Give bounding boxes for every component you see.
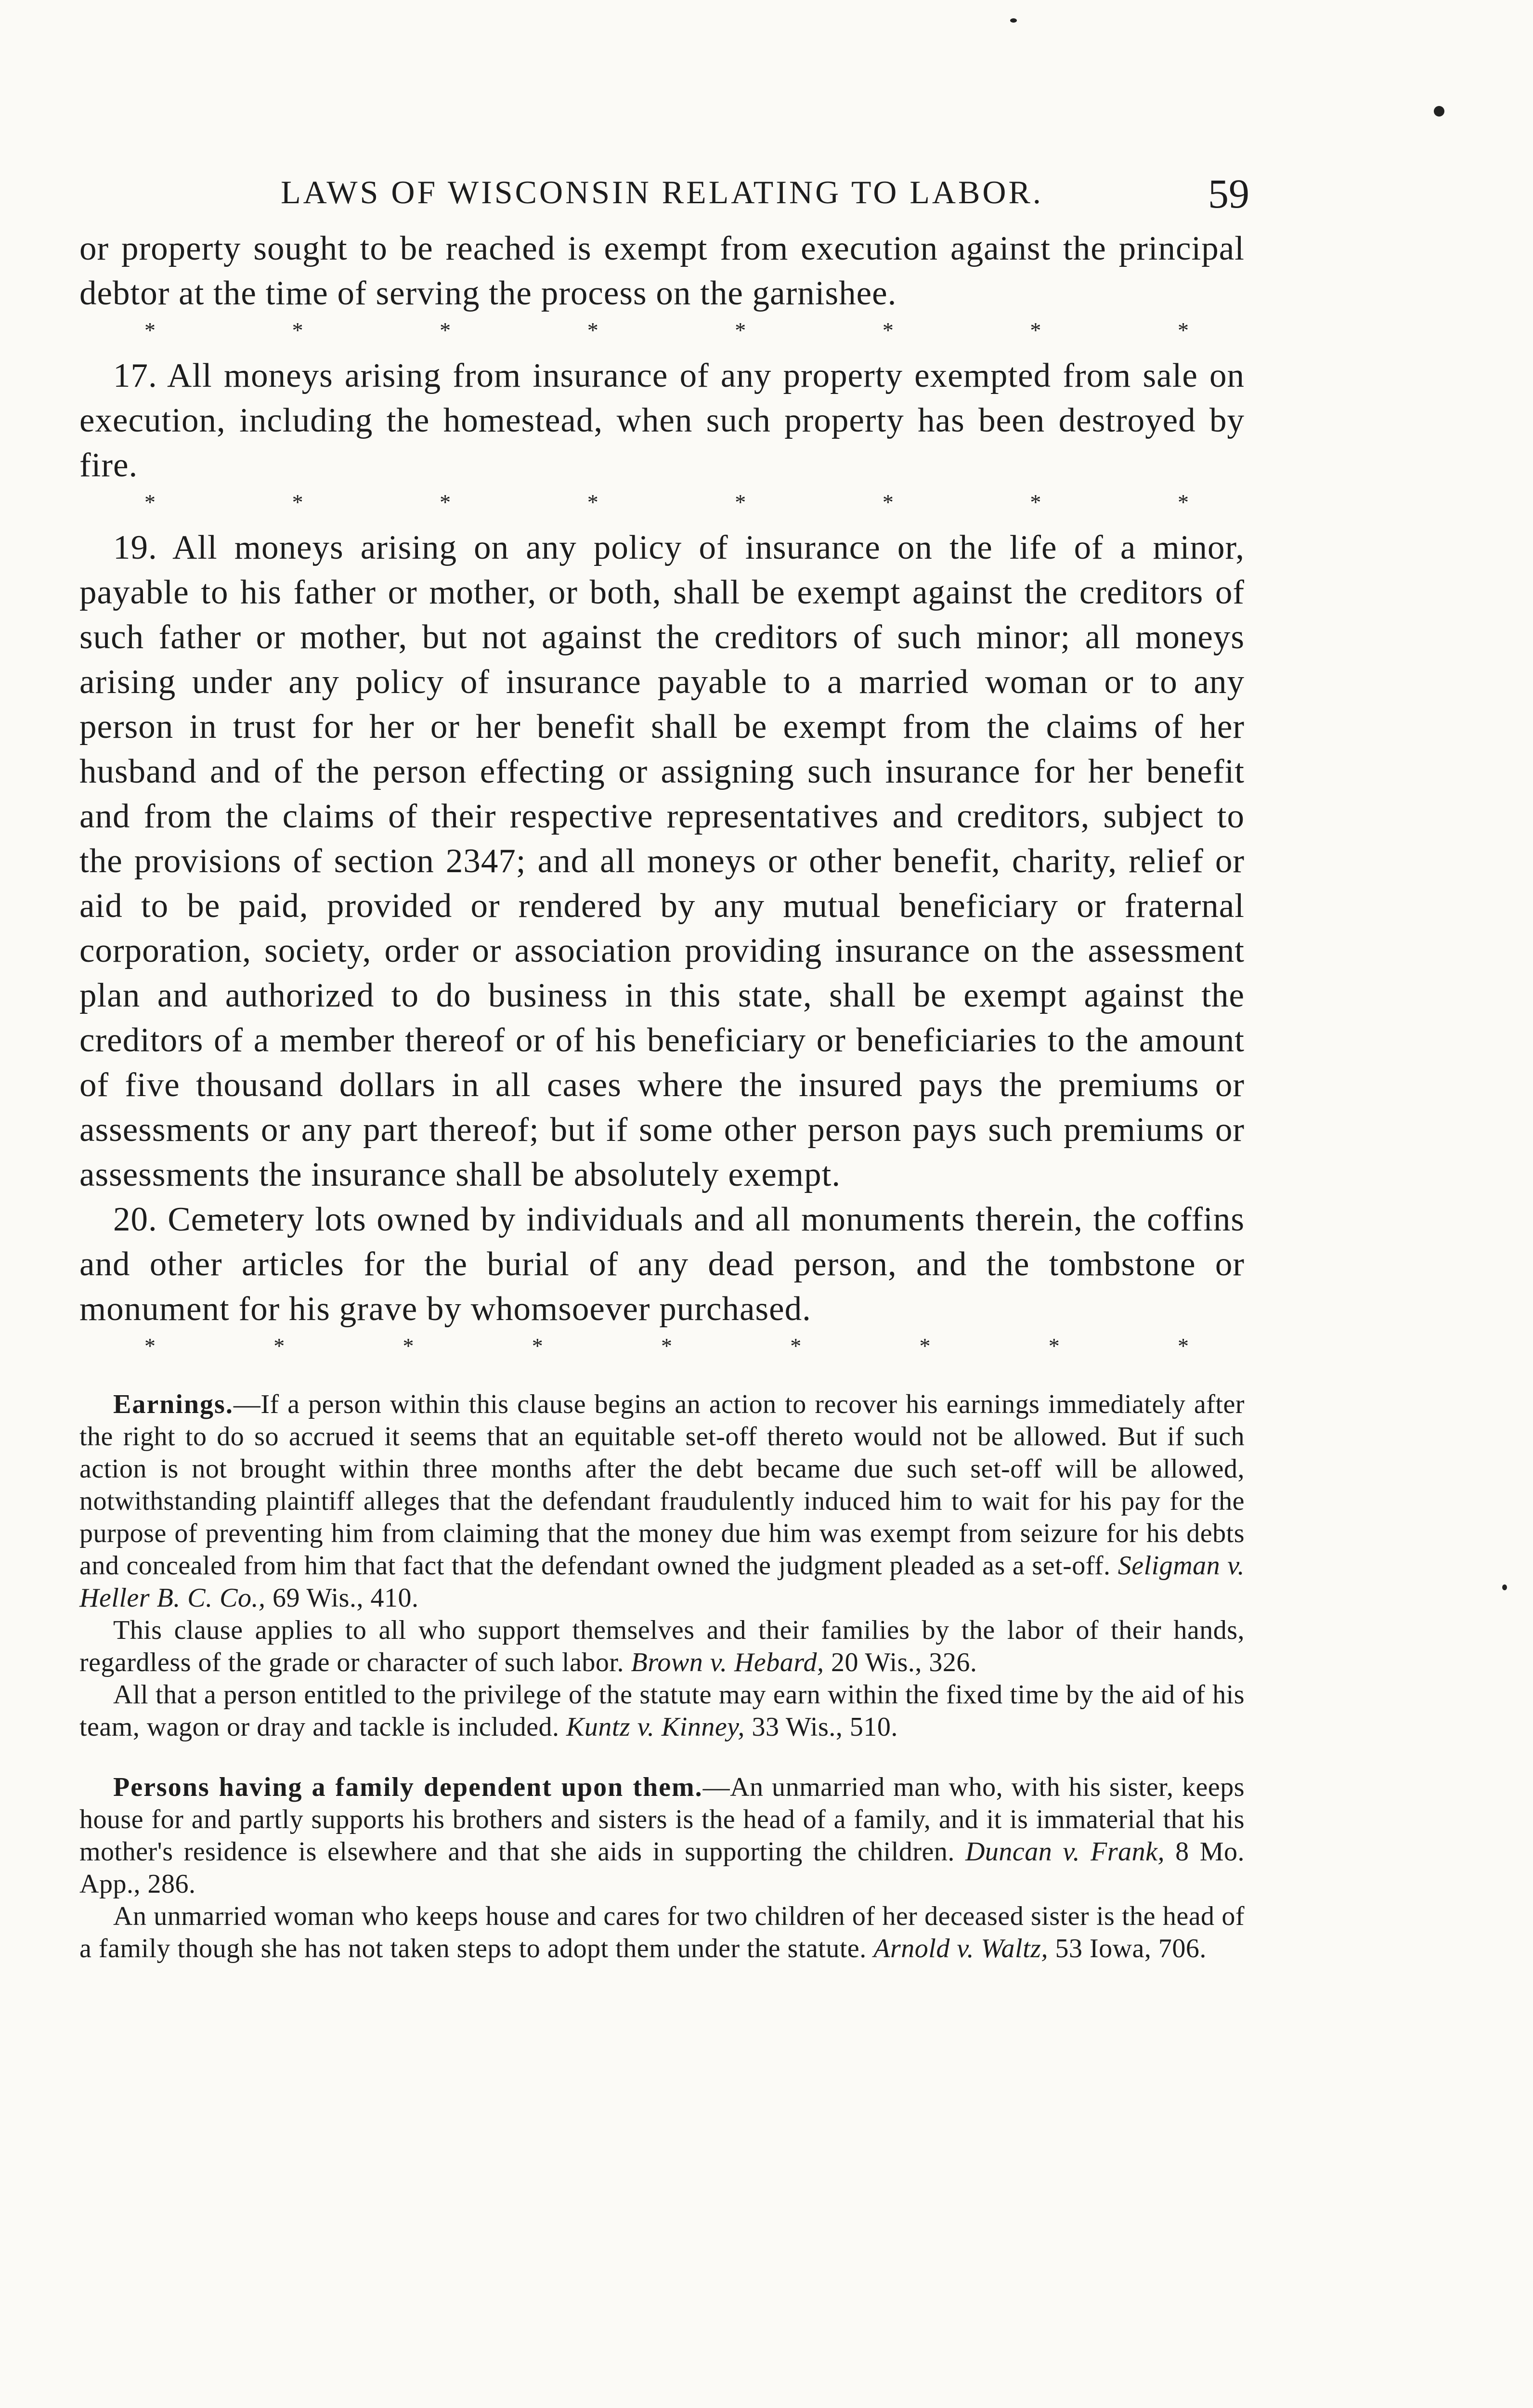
ellipsis-stars: * * * * * * * * *: [144, 1334, 1189, 1358]
ink-speck: [1010, 18, 1017, 23]
ellipsis-stars: * * * * * * * *: [144, 318, 1189, 342]
page-number: 59: [1208, 170, 1249, 217]
ellipsis-stars: * * * * * * * *: [144, 490, 1189, 514]
spacer: [79, 1743, 1245, 1771]
running-title: LAWS OF WISCONSIN RELATING TO LABOR.: [281, 174, 1043, 210]
ink-speck: [1434, 106, 1444, 117]
ink-speck: [1502, 1584, 1507, 1590]
case-name: Arnold v. Waltz,: [873, 1934, 1048, 1963]
note-family: Persons having a family dependent upon them.—An unmarried man who, with his sister, keeps house for and partly supports his brothers and sisters is the head of a family, and it is immaterial that his mother's residence is elsewhere and that she aids in supporting the children. Duncan v. Frank, 8 Mo. App., 286.: [79, 1772, 1245, 1899]
case-name: Duncan v. Frank,: [965, 1837, 1165, 1867]
paragraph-20: 20. Cemetery lots owned by individuals and all monuments therein, the coffins and other articles for the burial of any dead person, and the tombstone or monument for his grave by whomsoever purchased.: [79, 1201, 1245, 1328]
paragraph-continued: or property sought to be reached is exempt from execution against the principal debtor at the time of serving the process on the garnishee.: [79, 230, 1245, 312]
note-woman: An unmarried woman who keeps house and cares for two children of her deceased sister is the head of a family though she has not taken steps to adopt them under the statute. Arnold v. Waltz, 53 Iowa, 706.: [79, 1901, 1245, 1963]
case-name: Brown v. Hebard,: [631, 1648, 824, 1677]
note-labor: This clause applies to all who support themselves and their families by the labor of their hands, regardless of the grade or character of such labor. Brown v. Hebard, 20 Wis., 326.: [79, 1615, 1245, 1677]
paragraph-19: 19. All moneys arising on any policy of insurance on the life of a minor, payable to his father or mother, or both, shall be exempt against the creditors of such father or mother, but not against the creditors of such minor; all moneys arising under any policy of insurance payable to a married woman or to any person in trust for her or her benefit shall be exempt from the claims of her husband and of the person effecting or assigning such insurance for her benefit and from the claims of their respective representatives and creditors, subject to the provisions of section 2347; and all moneys or other benefit, charity, relief or aid to be paid, provided or rendered by any mutual beneficiary or fraternal corporation, society, order or association providing insurance on the assessment plan and authorized to do business in this state, shall be exempt against the creditors of a member thereof or of his beneficiary or beneficiaries to the amount of five thousand dollars in all cases where the insured pays the premiums or assessments or any part thereof; but if some other person pays such premiums or assessments the insurance shall be absolutely exempt.: [79, 529, 1245, 1193]
statute-text: [79, 226, 1245, 1369]
case-name: Kuntz v. Kinney,: [566, 1712, 745, 1742]
case-name: Seligman v. Heller B. C. Co.,: [79, 1551, 1245, 1613]
annotations: [79, 1388, 1245, 1965]
note-team: All that a person entitled to the privilege of the statute may earn within the fixed time by the aid of his team, wagon or dray and tackle is included. Kuntz v. Kinney, 33 Wis., 510.: [79, 1680, 1245, 1742]
note-heading: Persons having a family dependent upon them.: [113, 1772, 703, 1802]
note-heading: Earnings.: [113, 1389, 234, 1419]
book-page: [79, 170, 1249, 1965]
running-header: [79, 170, 1249, 226]
paragraph-17: 17. All moneys arising from insurance of any property exempted from sale on execution, including the homestead, when such property has been destroyed by fire.: [79, 357, 1245, 484]
note-earnings: Earnings.—If a person within this clause begins an action to recover his earnings immediately after the right to do so accrued it seems that an equitable set-off thereto would not be allowed. But if such action is not brought within three months after the debt became due such set-off will be allowed, notwithstanding plaintiff alleges that the defendant fraudulently induced him to wait for his pay for the purpose of preventing him from claiming that the money due him was exempt from seizure for his debts and concealed from him that fact that the defendant owned the judgment pleaded as a set-off. Seligman v. Heller B. C. Co., 69 Wis., 410.: [79, 1389, 1245, 1613]
